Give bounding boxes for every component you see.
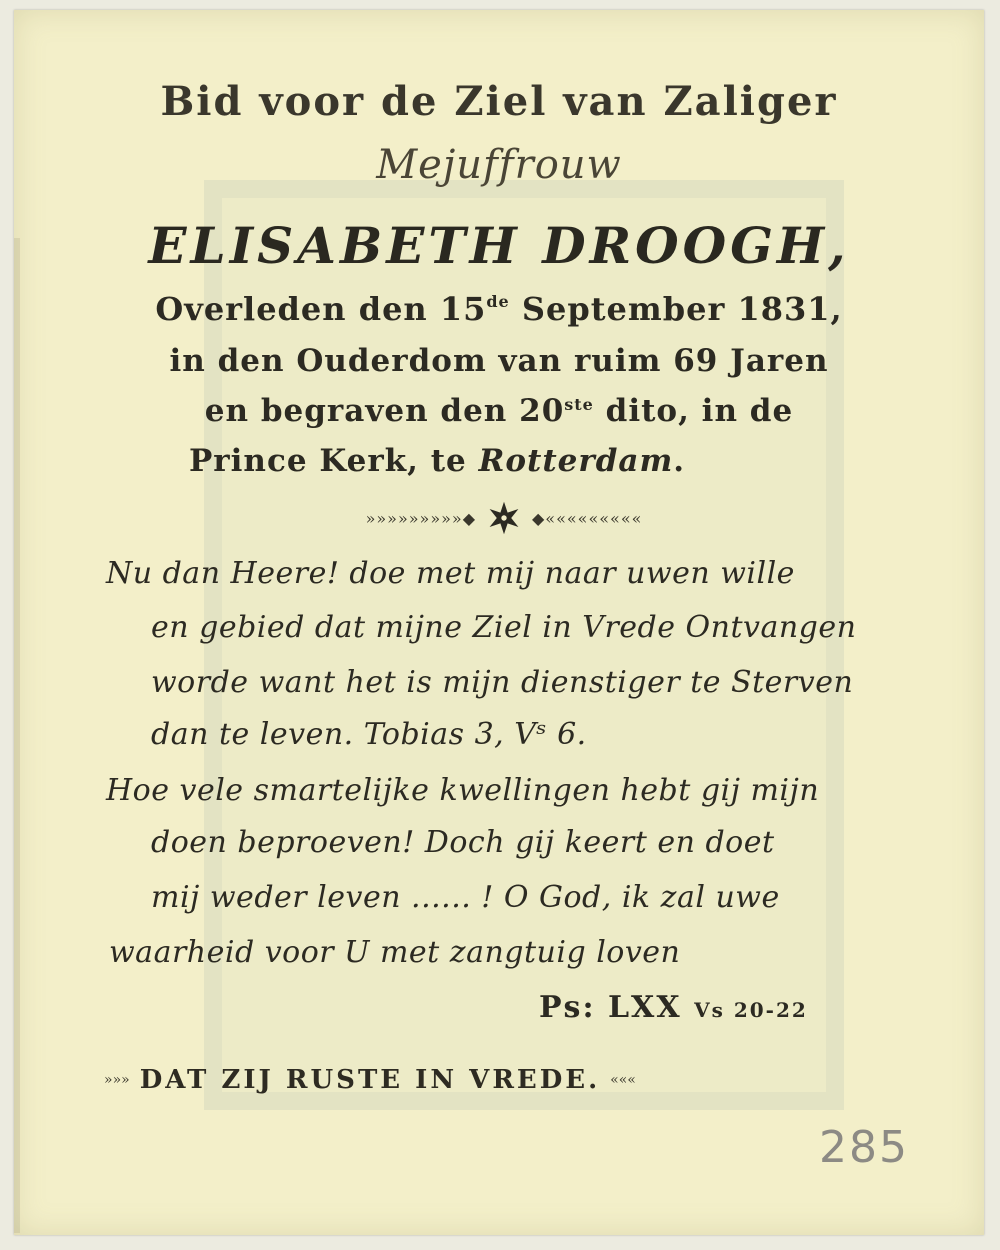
closing-text: DAT ZIJ RUSTE IN VREDE.	[139, 1065, 601, 1095]
archive-number: 285	[819, 1122, 909, 1173]
verse-line: dan te leven. Tobias 3, Vˢ 6.	[151, 717, 587, 752]
place-church: Prince Kerk, te	[189, 443, 479, 479]
honorific: Mejuffrouw	[376, 142, 622, 188]
memorial-card	[14, 10, 984, 1235]
burial-pre: en begraven den 20	[204, 393, 565, 429]
psalm-reference-verses: Vs 20-22	[694, 998, 808, 1022]
card-title: Bid voor de Ziel van Zaliger	[160, 78, 838, 125]
psalm-reference	[539, 990, 808, 1025]
closing-line	[104, 1060, 824, 1100]
place-line	[189, 443, 685, 479]
ornament-left: »»»»»»»»»◆	[365, 508, 476, 528]
death-date-post: September 1831,	[509, 290, 843, 328]
death-date-line	[14, 290, 984, 328]
ornament-divider	[344, 498, 664, 538]
verse-line: doen beproeven! Doch gij keert en doet	[151, 825, 775, 860]
burial-post: dito, in de	[593, 393, 794, 429]
burial-line	[14, 393, 984, 429]
psalm-reference-main: Ps: LXX	[539, 990, 682, 1025]
closing-flourish-left: »»»	[104, 1072, 130, 1088]
cross-icon	[486, 500, 522, 536]
place-end: .	[673, 443, 686, 479]
deceased-name: ELISABETH DROOGH,	[148, 216, 850, 275]
death-date-sup: de	[486, 292, 510, 311]
burial-sup: ste	[564, 395, 594, 414]
verse-line: en gebied dat mijne Ziel in Vrede Ontvangen	[151, 610, 857, 645]
closing-flourish-right: «««	[610, 1072, 636, 1088]
verse-line: worde want het is mijn dienstiger te Sterven	[151, 665, 854, 700]
paper-edge	[14, 238, 20, 1233]
verse-line: Nu dan Heere! doe met mij naar uwen wille	[106, 556, 795, 591]
verse-line: waarheid voor U met zangtuig loven	[109, 935, 681, 970]
verse-line: mij weder leven ...... ! O God, ik zal uwe	[151, 880, 780, 915]
verse-line: Hoe vele smartelijke kwellingen hebt gij mijn	[106, 773, 820, 808]
ornament-right: ◆«««««««««	[532, 508, 643, 528]
age-line: in den Ouderdom van ruim 69 Jaren	[169, 343, 829, 379]
place-city: Rotterdam	[478, 443, 674, 479]
death-date-pre: Overleden den 15	[155, 290, 487, 328]
